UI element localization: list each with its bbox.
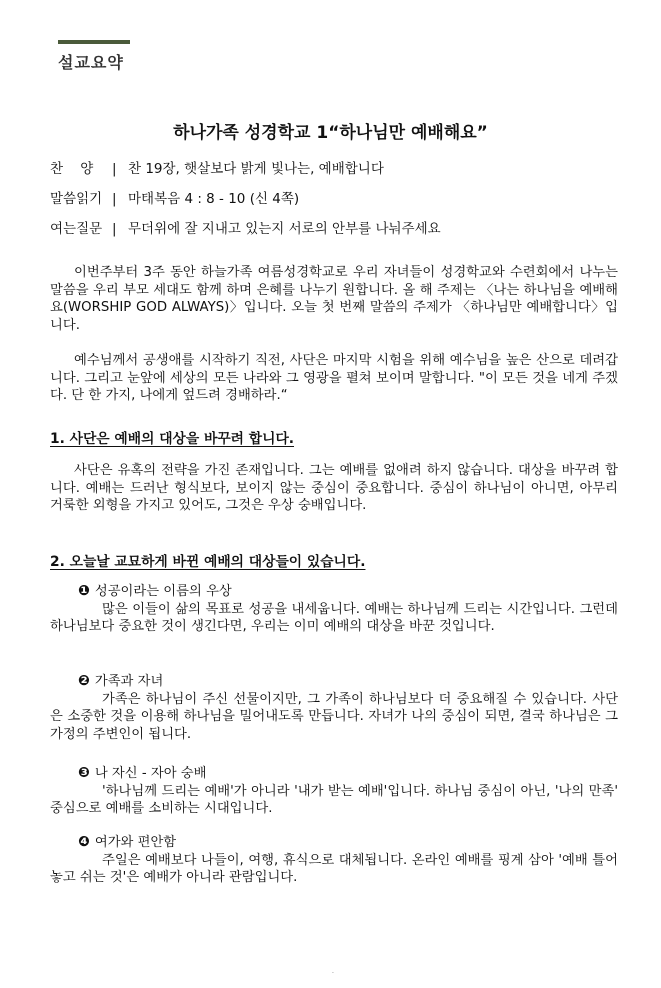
document-title: 하나가족 성경학교 1“하나님만 예배해요” (173, 123, 488, 143)
number-4-icon: ❹ (78, 834, 90, 850)
sub-item-body: 주일은 예배보다 나들이, 여행, 휴식으로 대체됩니다. 온라인 예배를 핑계 삼아 '예배 틀어놓고 쉬는 것'은 예배가 아니라 관람입니다. (50, 852, 618, 885)
sub-item-title: 성공이라는 이름의 우상 (94, 584, 232, 599)
intro-text: 이번주부터 3주 동안 하늘가족 여름성경학교로 우리 자녀들이 성경학교와 수련회에서 나누는 말씀을 우리 부모 세대도 함께 하며 은혜를 나누기 원합니다. 올 해 주제는 〈나는 하나님을 예배해요(WORSHIP GOD ALWAYS)〉입니다. 오늘 첫 번째 말씀의 주제가 〈하나님만 예배합니다〉입니다. (50, 265, 618, 333)
sub-item-2 (50, 673, 618, 743)
info-value: 무더위에 잘 지내고 있는지 서로의 안부를 나눠주세요 (128, 221, 441, 237)
intro-text: 예수님께서 공생애를 시작하기 직전, 사단은 마지막 시험을 위해 예수님을 높은 산으로 데려갑니다. 그리고 눈앞에 세상의 모든 나라와 그 영광을 펼쳐 보이며 말합니다. "이 모든 것을 네게 주겠다. 단 한 가지, 나에게 엎드려 경배하라.“ (50, 353, 618, 403)
page-mark: . (332, 968, 334, 975)
sub-item-title: 여가와 편안함 (94, 835, 177, 850)
section-2-heading: 2. 오늘날 교묘하게 바뀐 예배의 대상들이 있습니다. (50, 554, 366, 570)
section-1-text: 사단은 유혹의 전략을 가진 존재입니다. 그는 예배를 없애려 하지 않습니다. 대상을 바꾸려 합니다. 예배는 드러난 형식보다, 보이지 않는 중심이 중요합니다. 중심이 하나님이 아니면, 아무리 거룩한 외형을 가지고 있어도, 그것은 우상 숭배입니다. (50, 463, 618, 513)
number-2-icon: ❷ (78, 673, 90, 689)
info-row-reading (50, 187, 299, 207)
info-label: 여는질문 (50, 221, 103, 237)
info-value: 마태복음 4 : 8 - 10 (신 4쪽) (128, 191, 300, 207)
info-separator: | (112, 161, 117, 177)
section-1-heading: 1. 사단은 예배의 대상을 바꾸려 합니다. (50, 431, 295, 447)
info-separator: | (112, 191, 117, 207)
info-separator: | (112, 221, 117, 237)
sub-item-title: 나 자신 - 자아 숭배 (94, 766, 207, 781)
intro-paragraph-1 (50, 264, 618, 334)
section-1-body (50, 462, 618, 515)
section-tag: 설교요약 (58, 53, 124, 72)
sub-item-body: '하나님께 드리는 예배'가 아니라 '내가 받는 예배'입니다. 하나님 중심이 아닌, '나의 만족' 중심으로 예배를 소비하는 시대입니다. (50, 783, 618, 816)
sub-item-1 (50, 583, 618, 636)
info-row-hymn (50, 157, 384, 177)
sub-item-4 (50, 834, 618, 887)
intro-paragraph-2 (50, 352, 618, 405)
number-3-icon: ❸ (78, 765, 90, 781)
info-row-question (50, 217, 441, 237)
sub-item-body: 많은 이들이 삶의 목표로 성공을 내세웁니다. 예배는 하나님께 드리는 시간입니다. 그런데 하나님보다 중요한 것이 생긴다면, 우리는 이미 예배의 대상을 바꾼 것입니다. (50, 601, 618, 634)
sub-item-title: 가족과 자녀 (94, 674, 164, 689)
sub-item-body: 가족은 하나님이 주신 선물이지만, 그 가족이 하나님보다 더 중요해질 수 있습니다. 사단은 소중한 것을 이용해 하나님을 밀어내도록 만듭니다. 자녀가 나의 중심이 되면, 결국 하나님은 그 가정의 주변인이 됩니다. (50, 691, 618, 742)
number-1-icon: ❶ (78, 583, 90, 599)
info-label: 말씀읽기 (50, 191, 103, 207)
info-value: 찬 19장, 햇살보다 밝게 빛나는, 예배합니다 (128, 161, 384, 177)
info-label: 찬 양 (50, 161, 94, 177)
sub-item-3 (50, 765, 618, 818)
header-accent-bar (58, 40, 130, 44)
